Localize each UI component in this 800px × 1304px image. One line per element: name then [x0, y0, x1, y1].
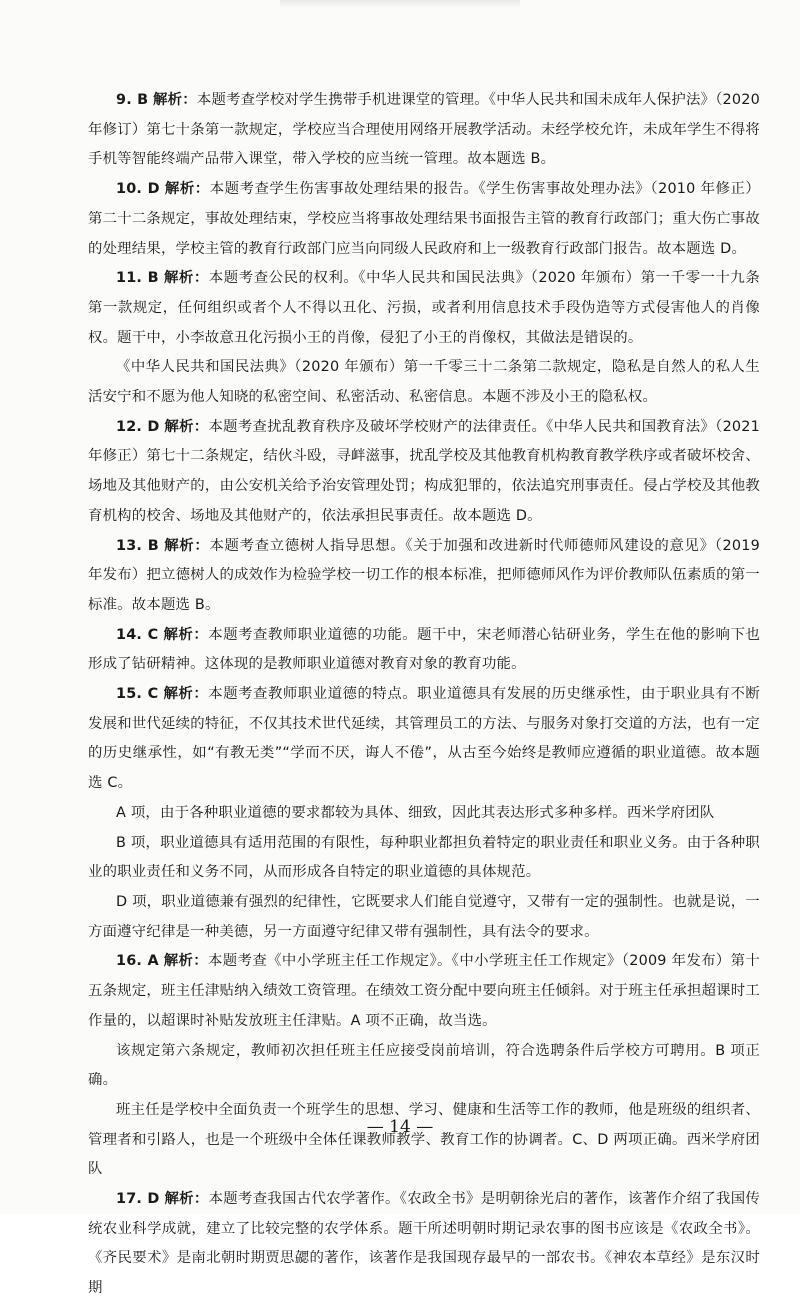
answer-explanation [88, 264, 760, 353]
analysis-label: 解析： [164, 181, 210, 198]
answer-explanation [88, 621, 760, 680]
answer-explanation [88, 947, 760, 1036]
analysis-label: 解析： [153, 92, 197, 108]
analysis-label: 解析： [163, 626, 209, 643]
analysis-label: 解析： [163, 270, 209, 287]
analysis-label: 解析： [163, 953, 209, 970]
question-answer-key: 9. B [116, 92, 149, 108]
analysis-label: 解析： [164, 418, 209, 435]
answer-explanation [88, 680, 760, 799]
analysis-label: 解析： [164, 537, 210, 554]
analysis-label: 解析： [164, 1191, 209, 1208]
explanation-text: 本题考查《中小学班主任工作规定》。《中小学班主任工作规定》（2009 年发布）第十五条规定，班主任津贴纳入绩效工资管理。在绩效工资分配中要向班主任倾斜。对于班主任承担超课时工作量的，以超课时补贴发放班主任津贴。A 项不正确，故当选。 [88, 953, 760, 1029]
explanation-text: 本题考查教师职业道德的特点。职业道德具有发展的历史继承性，由于职业具有不断发展和世代延续的特征，不仅其技术世代延续，其管理员工的方法、与服务对象打交道的方法，也有一定的历史继承性，如“有教无类”“学而不厌，诲人不倦”，从古至今始终是教师应遵循的职业道德。故本题选 C。 [88, 686, 760, 792]
question-answer-key: 10. D [116, 181, 160, 198]
answer-explanation [88, 175, 760, 264]
question-answer-key: 15. C [116, 686, 159, 703]
question-answer-key: 14. C [116, 626, 159, 643]
question-answer-key: 11. B [116, 270, 159, 287]
question-answer-key: 12. D [116, 418, 160, 435]
page-number: — 14 — [366, 1117, 434, 1137]
supplementary-paragraph: 班主任是学校中全面负责一个班学生的思想、学习、健康和生活等工作的教师，他是班级的组织者、管理者和引路人，也是一个班级中全体任课教师教学、教育工作的协调者。C、D 两项正确。西米学府团队 [88, 1101, 760, 1178]
answer-explanation [88, 1185, 760, 1304]
supplementary-paragraph: 《中华人民共和国民法典》（2020 年颁布）第一千零三十二条第二款规定，隐私是自然人的私人生活安宁和不愿为他人知晓的私密空间、私密活动、私密信息。本题不涉及小王的隐私权。 [88, 359, 760, 406]
explanation-text: 本题考查学校对学生携带手机进课堂的管理。《中华人民共和国未成年人保护法》（2020 年修订）第七十条第一款规定，学校应当合理使用网络开展教学活动。未经学校允许，未成年学生不得将手机等智能终端产品带入课堂，带入学校的应当统一管理。故本题选 B。 [88, 92, 760, 168]
supplementary-paragraph: A 项，由于各种职业道德的要求都较为具体、细致，因此其表达形式多种多样。西米学府团队 [116, 804, 715, 821]
answer-explanation [88, 413, 760, 532]
explanation-text: 本题考查学生伤害事故处理结果的报告。《学生伤害事故处理办法》（2010 年修正）第二十二条规定，事故处理结束，学校应当将事故处理结果书面报告主管的教育行政部门；重大伤亡事故的处理结果，学校主管的教育行政部门应当向同级人民政府和上一级教育行政部门报告。故本题选 D。 [88, 181, 761, 257]
explanation-text: 本题考查教师职业道德的功能。题干中，宋老师潜心钻研业务，学生在他的影响下也形成了钻研精神。这体现的是教师职业道德对教育对象的教育功能。 [88, 626, 760, 673]
question-answer-key: 17. D [116, 1191, 160, 1208]
answer-explanation [88, 532, 760, 621]
supplementary-paragraph: 该规定第六条规定，教师初次担任班主任应接受岗前培训，符合选聘条件后学校方可聘用。B 项正确。 [88, 1042, 760, 1089]
analysis-label: 解析： [163, 686, 209, 703]
question-answer-key: 13. B [116, 537, 159, 554]
supplementary-paragraph: D 项，职业道德兼有强烈的纪律性，它既要求人们能自觉遵守，又带有一定的强制性。也就是说，一方面遵守纪律是一种美德，另一方面遵守纪律又带有强制性，具有法令的要求。 [88, 893, 760, 940]
question-answer-key: 16. A [116, 953, 159, 970]
scan-artifact [280, 0, 520, 8]
explanation-text: 本题考查我国古代农学著作。《农政全书》是明朝徐光启的著作，该著作介绍了我国传统农业科学成就，建立了比较完整的农学体系。题干所述明朝时期记录农事的图书应该是《农政全书》。《齐民要术》是南北朝时期贾思勰的著作，该著作是我国现存最早的一部农书。《神农本草经》是东汉时期 [88, 1191, 760, 1297]
supplementary-paragraph: B 项，职业道德具有适用范围的有限性，每种职业都担负着特定的职业责任和职业义务。由于各种职业的职业责任和义务不同，从而形成各自特定的职业道德的具体规范。 [88, 834, 760, 881]
explanation-text: 本题考查公民的权利。《中华人民共和国民法典》（2020 年颁布）第一千零一十九条第一款规定，任何组织或者个人不得以丑化、污损，或者利用信息技术手段伪造等方式侵害他人的肖像权。题干中，小李故意丑化污损小王的肖像，侵犯了小王的肖像权，其做法是错误的。 [88, 270, 760, 346]
explanation-text: 本题考查扰乱教育秩序及破坏学校财产的法律责任。《中华人民共和国教育法》（2021 年修正）第七十二条规定，结伙斗殴，寻衅滋事，扰乱学校及其他教育机构教育教学秩序或者破坏校舍、场地及其他财产的，由公安机关给予治安管理处罚；构成犯罪的，依法追究刑事责任。侵占学校及其他教育机构的校舍、场地及其他财产的，依法承担民事责任。故本题选 D。 [88, 418, 760, 524]
answer-explanation [88, 86, 760, 175]
explanation-text: 本题考查立德树人指导思想。《关于加强和改进新时代师德师风建设的意见》（2019 年发布）把立德树人的成效作为检验学校一切工作的根本标准，把师德师风作为评价教师队伍素质的第一标准。故本题选 B。 [88, 537, 760, 613]
